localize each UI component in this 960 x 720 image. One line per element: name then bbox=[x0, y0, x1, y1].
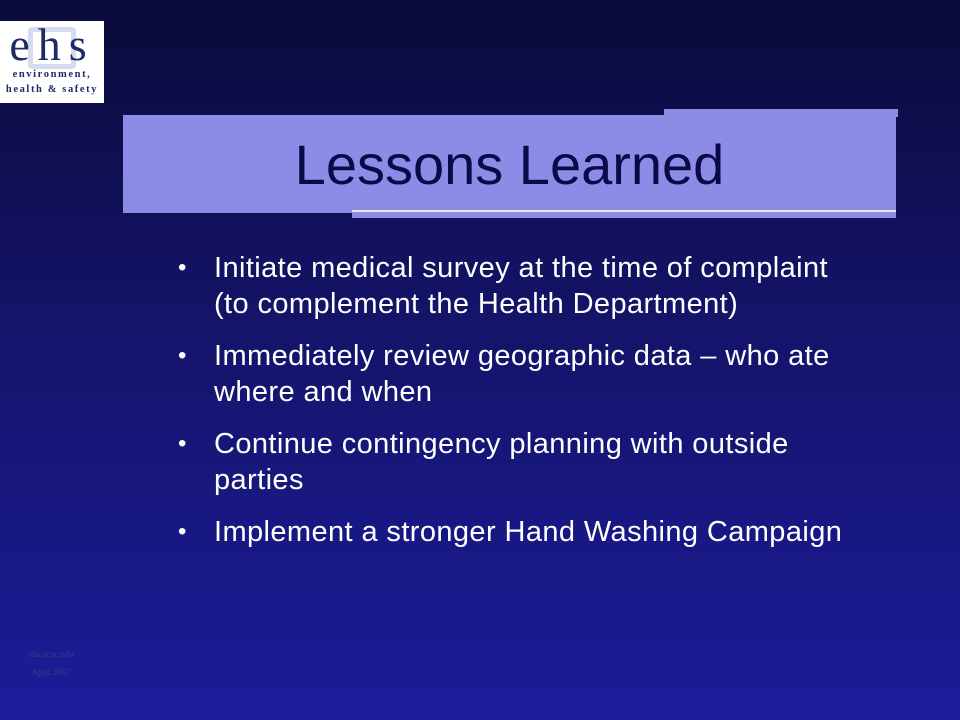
bullet-text: Continue contingency planning with outside parties bbox=[214, 428, 789, 496]
bullet-dot-icon: • bbox=[178, 518, 187, 545]
bullet-item bbox=[174, 338, 854, 410]
bullet-list bbox=[174, 250, 854, 566]
footer-line-2: April 2007 bbox=[31, 667, 71, 677]
logo-tagline-environment: environment, bbox=[12, 69, 92, 80]
bullet-dot-icon: • bbox=[178, 342, 187, 369]
bullet-item bbox=[174, 250, 854, 322]
ehs-logo bbox=[0, 21, 104, 103]
bullet-dot-icon: • bbox=[178, 430, 187, 457]
bullet-item bbox=[174, 426, 854, 498]
bullet-text: Initiate medical survey at the time of complaint (to complement the Health Department) bbox=[214, 252, 828, 320]
logo-tagline-health-safety: health & safety bbox=[5, 84, 99, 95]
bullet-text: Implement a stronger Hand Washing Campaign bbox=[214, 516, 843, 548]
logo-letters: ehs bbox=[9, 21, 95, 70]
bullet-dot-icon: • bbox=[178, 254, 187, 281]
bullet-text: Immediately review geographic data – who ate where and when bbox=[214, 340, 830, 408]
footer-line-1: ehs.ucsc.edu bbox=[28, 649, 74, 659]
slide-title: Lessons Learned bbox=[294, 133, 725, 196]
footer-note bbox=[6, 645, 96, 681]
bullet-item bbox=[174, 514, 854, 550]
